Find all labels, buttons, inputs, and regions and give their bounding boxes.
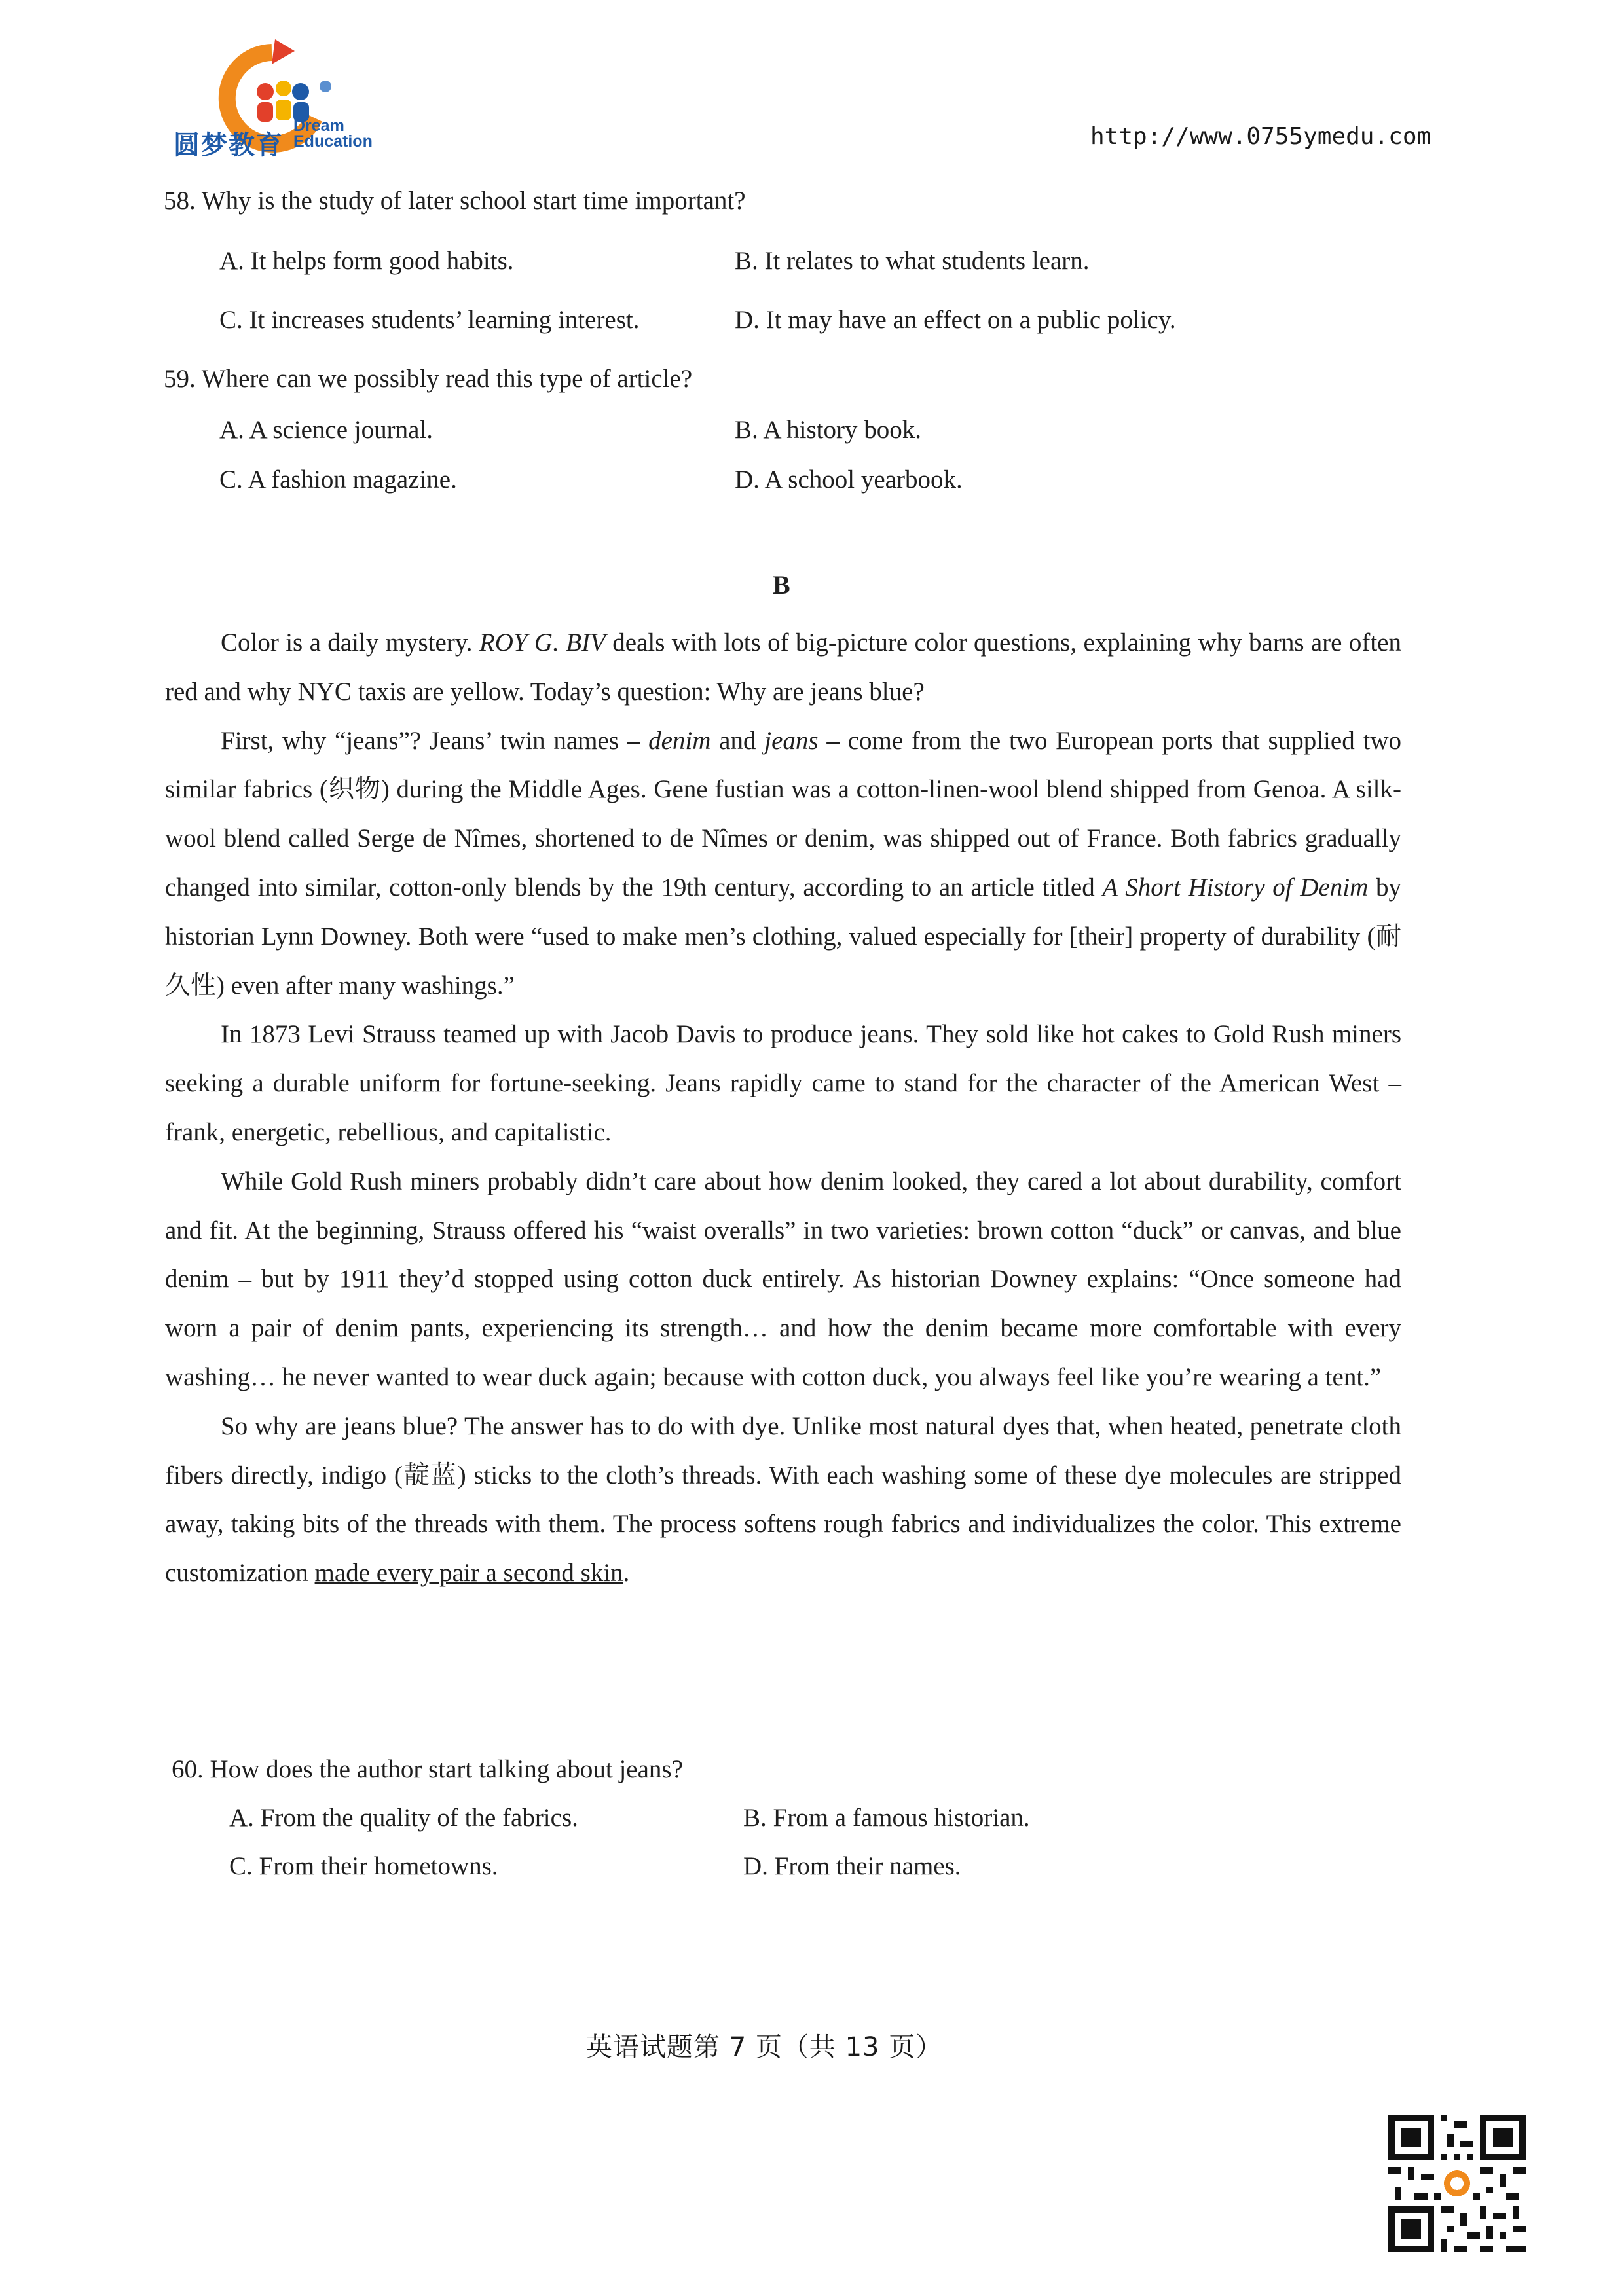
p1-text-b: deals with lots of big-picture color questions, explaining why barns are often red and why NYC taxis are yellow. Today’s question: Why are jeans blue?: [165, 629, 1401, 706]
passage-paragraph-3: In 1873 Levi Strauss teamed up with Jacob Davis to produce jeans. They sold like hot cakes to Gold Rush miners seeking a durable uniform for fortune-seeking. Jeans rapidly came to stand for the character of the American West – frank, energetic, rebellious, and capitalistic.: [165, 1020, 1401, 1146]
passage-paragraph-2: [165, 717, 1401, 1011]
question-60-stem: 60. How does the author start talking about jeans?: [172, 1755, 683, 1783]
question-58-option-b: B. It relates to what students learn.: [735, 247, 1090, 275]
question-59-option-b: B. A history book.: [735, 416, 921, 444]
question-59-option-c: C. A fashion magazine.: [219, 465, 457, 494]
page-footer: 英语试题第 7 页（共 13 页）: [586, 2032, 943, 2062]
p2-text-a: First, why “jeans”? Jeans’ twin names –: [221, 726, 649, 755]
p2-text-c: by historian Lynn Downey. Both were “used to make men’s clothing, valued especially for [their] property of durability (耐久性) even after many washings.”: [165, 873, 1401, 1000]
question-58-option-c: C. It increases students’ learning interest.: [219, 306, 640, 334]
passage-paragraph-5: [165, 1402, 1401, 1598]
question-59-option-d: D. A school yearbook.: [735, 465, 963, 494]
p2-text-b: – come from the two European ports that supplied two similar fabrics (织物) during the Middle Ages. Gene fustian was a cotton-linen-wool blend shipped from Genoa. A silk-wool blend called Serge de Nîmes, shortened to de Nîmes or denim, was shipped out of France. Both fabrics gradually changed into similar, cotton-only blends by the 19th century, according to an article titled: [165, 726, 1401, 902]
question-58-stem: 58. Why is the study of later school start time important?: [164, 187, 746, 215]
question-58-option-a: A. It helps form good habits.: [219, 247, 514, 275]
passage-paragraph-1: [165, 619, 1401, 717]
logo-chinese-name: 圆梦教育: [174, 130, 284, 160]
question-59-option-a: A. A science journal.: [219, 416, 433, 444]
question-60-option-c: C. From their hometowns.: [229, 1852, 498, 1880]
p2-word-and: and: [710, 726, 765, 755]
section-title: B: [773, 570, 790, 600]
p2-word-jeans: jeans: [764, 726, 819, 755]
qr-code-icon: [1388, 2115, 1526, 2252]
p1-column-title: ROY G. BIV: [479, 629, 606, 657]
question-58-option-d: D. It may have an effect on a public policy.: [735, 306, 1176, 334]
reading-passage: [165, 619, 1401, 1598]
question-60-option-a: A. From the quality of the fabrics.: [229, 1804, 578, 1832]
p1-text-a: Color is a daily mystery.: [221, 629, 479, 657]
p5-text-a: So why are jeans blue? The answer has to do with dye. Unlike most natural dyes that, when heated, penetrate cloth fibers directly, indigo (靛蓝) sticks to the cloth’s threads. With each washing some of these dye molecules are stripped away, taking bits of the threads with them. The process softens rough fabrics and individualizes the color. This extreme customization: [165, 1412, 1401, 1588]
header-url[interactable]: http://www.0755ymedu.com: [1090, 123, 1431, 150]
question-59-stem: 59. Where can we possibly read this type of article?: [164, 365, 693, 393]
question-60-option-b: B. From a famous historian.: [743, 1804, 1030, 1832]
logo-english-line-1: Dream: [293, 117, 344, 135]
logo-english-name: [293, 118, 373, 149]
p5-text-b: .: [623, 1559, 630, 1588]
p2-word-denim: denim: [648, 726, 711, 755]
p5-underlined-phrase: made every pair a second skin: [314, 1559, 623, 1588]
passage-paragraph-4: While Gold Rush miners probably didn’t care about how denim looked, they cared a lot about durability, comfort and fit. At the beginning, Strauss offered his “waist overalls” in two varieties: brown cotton “duck” or canvas, and blue denim – but by 1911 they’d stopped using cotton duck entirely. As historian Downey explains: “Once someone had worn a pair of denim pants, experiencing its strength… and how the denim became more comfortable with every washing… he never wanted to wear duck again; because with cotton duck, you always feel like you’re wearing a tent.”: [165, 1167, 1401, 1391]
logo-english-line-2: Education: [293, 132, 373, 151]
p2-article-title: A Short History of Denim: [1102, 873, 1369, 902]
question-60-option-d: D. From their names.: [743, 1852, 961, 1880]
